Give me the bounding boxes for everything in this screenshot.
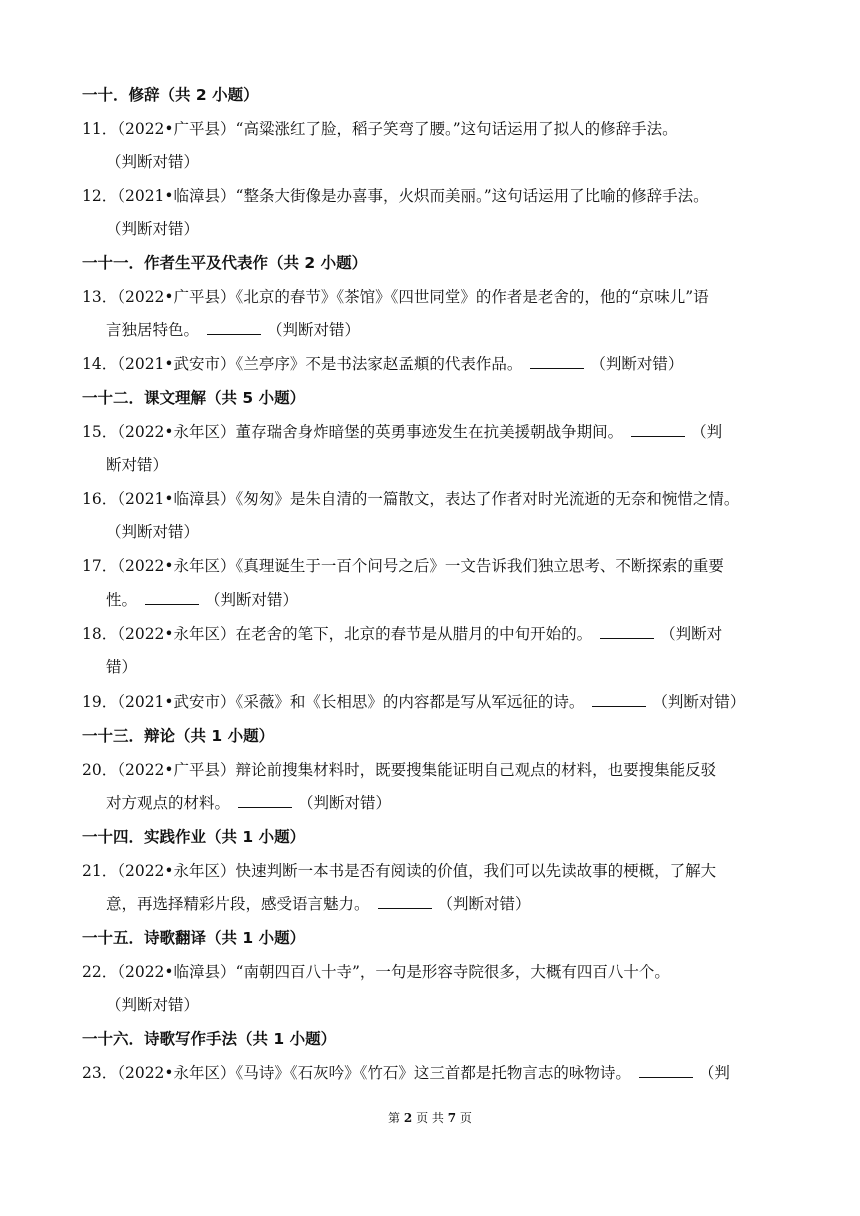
- question-14-line1: [82, 354, 683, 374]
- question-23-line1: [82, 1063, 730, 1083]
- question-11-line1: 11．（2022•广平县）“高粱涨红了脸，稻子笑弯了腰。”这句话运用了拟人的修辞手法。: [82, 120, 678, 138]
- answer-blank-19[interactable]: [592, 692, 646, 707]
- question-19-text: 19．（2021•武安市）《采薇》和《长相思》的内容都是写从军远征的诗。: [82, 693, 585, 711]
- question-15-line2: 断对错）: [106, 456, 169, 474]
- answer-blank-18[interactable]: [600, 624, 654, 639]
- question-14-text: 14．（2021•武安市）《兰亭序》不是书法家赵孟頫的代表作品。: [82, 355, 523, 373]
- question-16-line1: 16．（2021•临漳县）《匆匆》是朱自清的一篇散文，表达了作者对时光流逝的无奈和惋惜之情。: [82, 490, 740, 508]
- question-23-text: 23．（2022•永年区）《马诗》《石灰吟》《竹石》这三首都是托物言志的咏物诗。: [82, 1064, 631, 1082]
- question-16-line2: （判断对错）: [106, 523, 200, 541]
- section-heading-poem-technique: 一十六．诗歌写作手法（共 1 小题）: [82, 1030, 337, 1048]
- judge-label-23: （判: [698, 1064, 730, 1082]
- question-12-line2: （判断对错）: [106, 220, 200, 238]
- current-page-number: 2: [403, 1111, 413, 1125]
- question-22-line2: （判断对错）: [106, 996, 200, 1014]
- judge-label-13: （判断对错）: [267, 321, 361, 339]
- question-15-text: 15．（2022•永年区）董存瑞舍身炸暗堡的英勇事迹发生在抗美援朝战争期间。: [82, 423, 624, 441]
- question-21-line2: [106, 894, 531, 914]
- question-15-line1: [82, 422, 722, 442]
- question-18-text: 18．（2022•永年区）在老舍的笔下，北京的春节是从腊月的中旬开始的。: [82, 625, 593, 643]
- question-13-line1: 13．（2022•广平县）《北京的春节》《茶馆》《四世同堂》的作者是老舍的，他的“京味儿”语: [82, 288, 709, 306]
- section-heading-rhetoric: 一十．修辞（共 2 小题）: [82, 86, 259, 104]
- page-footer: [0, 1110, 860, 1126]
- question-19-line1: [82, 692, 745, 712]
- question-22-line1: 22．（2022•临漳县）“南朝四百八十寺”，一句是形容寺院很多，大概有四百八十个。: [82, 963, 670, 981]
- question-17-text: 性。: [106, 591, 138, 609]
- answer-blank-13[interactable]: [207, 320, 261, 335]
- answer-blank-15[interactable]: [631, 422, 685, 437]
- judge-label-14: （判断对错）: [590, 355, 684, 373]
- answer-blank-14[interactable]: [530, 354, 584, 369]
- question-12-line1: 12．（2021•临漳县）“整条大街像是办喜事，火炽而美丽。”这句话运用了比喻的修辞手法。: [82, 187, 709, 205]
- judge-label-21: （判断对错）: [437, 895, 531, 913]
- question-18-line1: [82, 624, 722, 644]
- answer-blank-17[interactable]: [145, 590, 199, 605]
- total-pages: 7: [447, 1111, 457, 1125]
- question-13-text: 言独居特色。: [106, 321, 200, 339]
- judge-label-19: （判断对错）: [652, 693, 746, 711]
- footer-suffix: 页: [459, 1111, 472, 1125]
- question-17-line1: 17．（2022•永年区）《真理诞生于一百个问号之后》一文告诉我们独立思考、不断探索的重要: [82, 557, 724, 575]
- question-11-line2: （判断对错）: [106, 153, 200, 171]
- question-18-line2: 错）: [106, 658, 138, 676]
- footer-prefix: 第: [388, 1111, 401, 1125]
- section-heading-text-comprehension: 一十二．课文理解（共 5 小题）: [82, 389, 306, 407]
- section-heading-authors: 一十一．作者生平及代表作（共 2 小题）: [82, 254, 368, 272]
- footer-middle: 页 共: [416, 1111, 444, 1125]
- question-20-line2: [106, 793, 391, 813]
- question-20-line1: 20．（2022•广平县）辩论前搜集材料时，既要搜集能证明自己观点的材料，也要搜集能反驳: [82, 761, 717, 779]
- judge-label-15: （判: [691, 423, 723, 441]
- question-17-line2: [106, 590, 298, 610]
- section-heading-practice: 一十四．实践作业（共 1 小题）: [82, 828, 306, 846]
- section-heading-poem-translation: 一十五．诗歌翻译（共 1 小题）: [82, 929, 306, 947]
- answer-blank-20[interactable]: [238, 793, 292, 808]
- judge-label-20: （判断对错）: [298, 794, 392, 812]
- judge-label-18: （判断对: [660, 625, 723, 643]
- question-21-line1: 21．（2022•永年区）快速判断一本书是否有阅读的价值，我们可以先读故事的梗概，了解大: [82, 862, 717, 880]
- question-13-line2: [106, 320, 360, 340]
- answer-blank-21[interactable]: [378, 894, 432, 909]
- section-heading-debate: 一十三．辩论（共 1 小题）: [82, 727, 275, 745]
- question-20-text: 对方观点的材料。: [106, 794, 231, 812]
- answer-blank-23[interactable]: [639, 1063, 693, 1078]
- judge-label-17: （判断对错）: [205, 591, 299, 609]
- question-21-text: 意，再选择精彩片段，感受语言魅力。: [106, 895, 370, 913]
